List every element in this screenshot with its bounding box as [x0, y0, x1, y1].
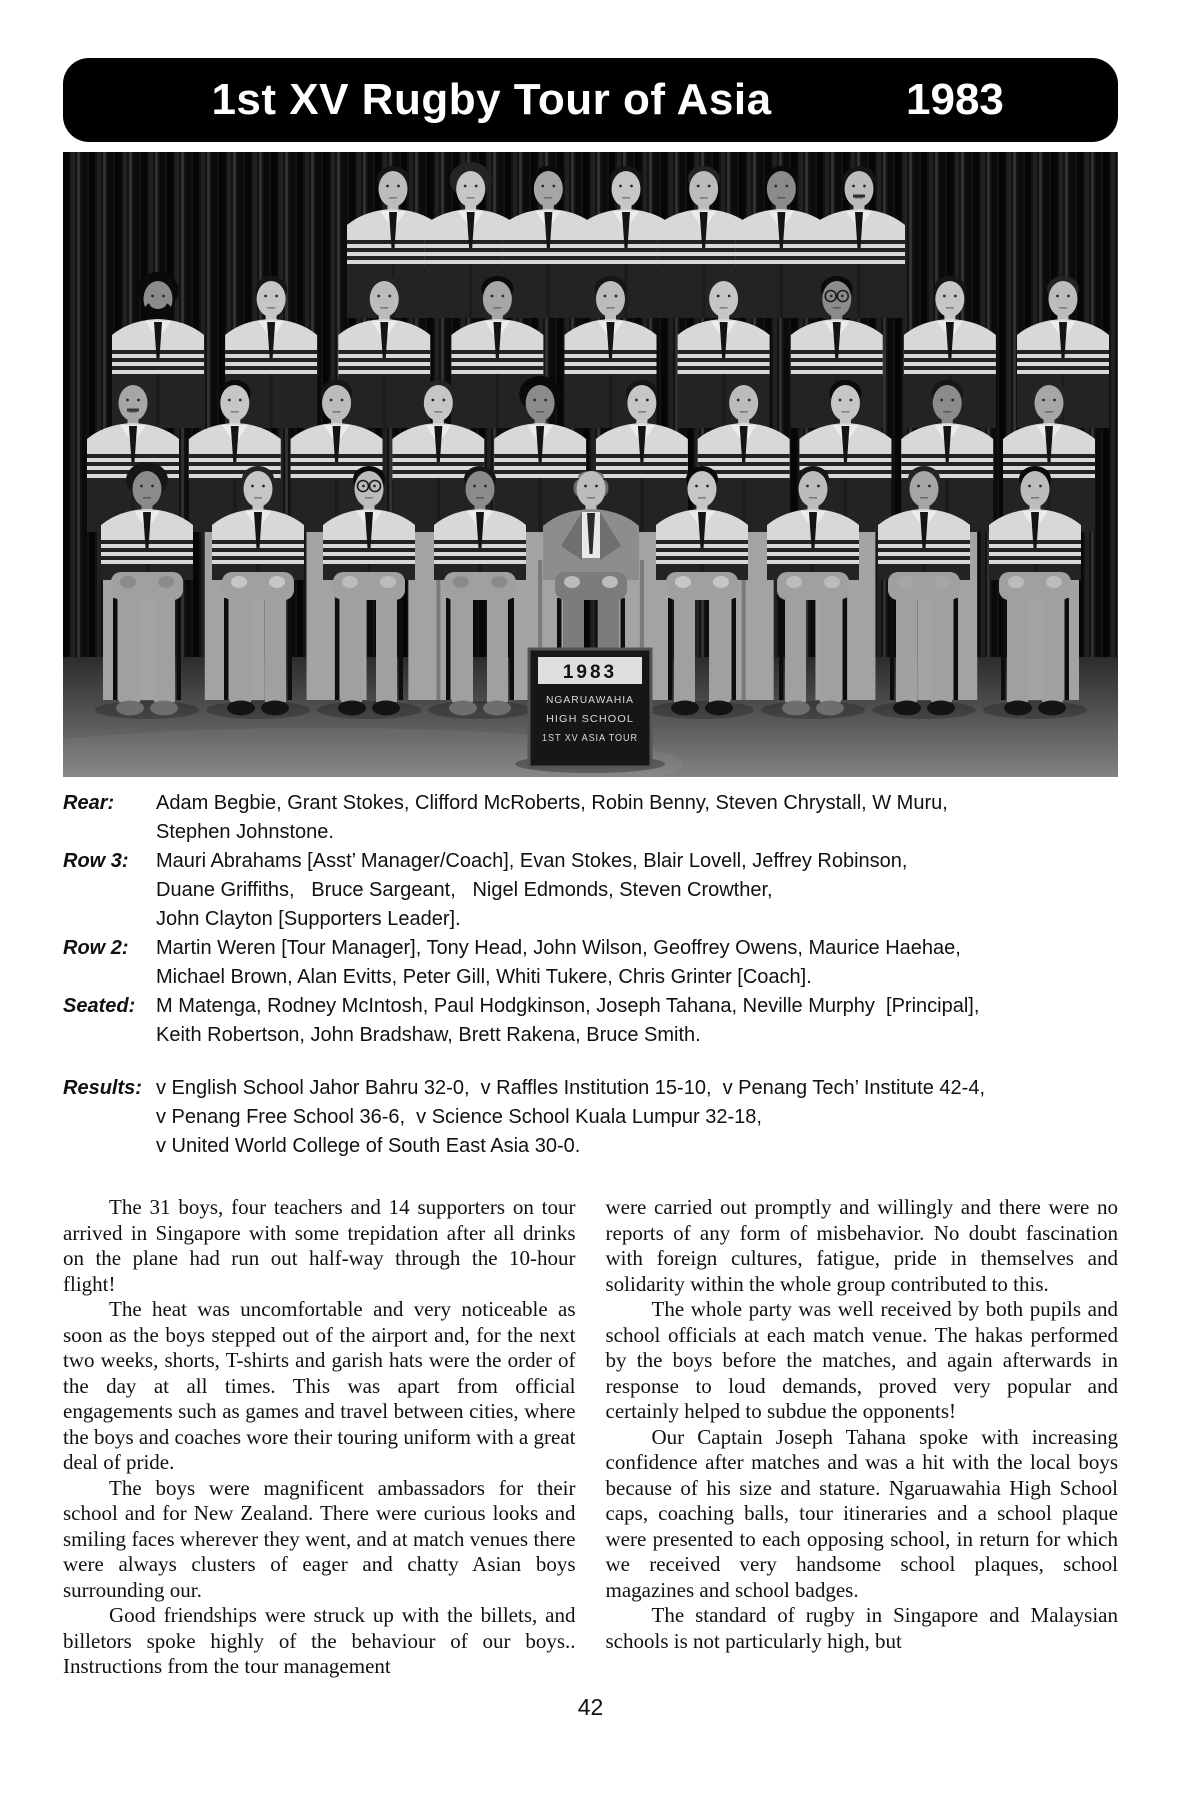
caption-line: Duane Griffiths, Bruce Sargeant, Nigel Edmonds, Steven Crowther,	[156, 879, 773, 901]
paragraph: The standard of rugby in Singapore and Malaysian schools is not particularly high, but	[605, 1603, 1118, 1653]
caption-text	[156, 789, 1118, 847]
paragraph: The whole party was well received by both pupils and school officials at each match venue. The hakas performed by the boys before the matches, and again afterwards in response to loud demands, proved very popular and certainly helped to subdue the opponents!	[605, 1297, 1118, 1423]
team-photo	[63, 152, 1118, 777]
caption-line: v English School Jahor Bahru 32-0, v Raffles Institution 15-10, v Penang Tech’ Institute 42-4,	[156, 1077, 986, 1099]
caption-line: v United World College of South East Asia 30-0.	[156, 1135, 581, 1157]
caption-text	[156, 992, 1118, 1050]
caption-label: Seated:	[63, 995, 136, 1017]
photo-sign-line: 1ST XV ASIA TOUR	[542, 733, 638, 744]
caption-line: John Clayton [Supporters Leader].	[156, 908, 461, 930]
photo-sign-line: HIGH SCHOOL	[546, 714, 634, 725]
caption-entry	[63, 992, 1118, 1050]
paragraph: The 31 boys, four teachers and 14 supporters on tour arrived in Singapore with some trepidation after all drinks on the plane had run out half-way through the 10-hour flight!	[63, 1195, 576, 1296]
body-column-left	[63, 1195, 576, 1680]
caption-label: Rear:	[63, 792, 115, 814]
banner-year: 1983	[906, 75, 1004, 124]
caption-label: Row 3:	[63, 850, 129, 872]
caption-line: Michael Brown, Alan Evitts, Peter Gill, Whiti Tukere, Chris Grinter [Coach].	[156, 966, 812, 988]
caption-line: Mauri Abrahams [Asst’ Manager/Coach], Evan Stokes, Blair Lovell, Jeffrey Robinson,	[156, 850, 908, 872]
team-photo-svg	[63, 152, 1118, 777]
caption-line: Martin Weren [Tour Manager], Tony Head, John Wilson, Geoffrey Owens, Maurice Haehae,	[156, 937, 961, 959]
photo-sign	[515, 649, 665, 773]
caption-entry	[63, 934, 1118, 992]
caption-line: M Matenga, Rodney McIntosh, Paul Hodgkinson, Joseph Tahana, Neville Murphy [Principal],	[156, 995, 980, 1017]
paragraph: were carried out promptly and willingly and there were no reports of any form of misbehavior. No doubt fascination with foreign cultures, fatigue, pride in themselves and solidarity within the whole group contributed to this.	[605, 1195, 1118, 1296]
caption-line: v Penang Free School 36-6, v Science School Kuala Lumpur 32-18,	[156, 1106, 762, 1128]
paragraph: The heat was uncomfortable and very noticeable as soon as the boys stepped out of the airport and, for the next two weeks, shorts, T-shirts and garish hats were the order of the day at all times. This was apart from official engagements such as games and travel between cities, where the boys and coaches wore their touring uniform with a great deal of pride.	[63, 1297, 576, 1474]
paragraph: Our Captain Joseph Tahana spoke with increasing confidence after matches and was a hit with the local boys because of his size and stature. Ngaruawahia High School caps, coaching balls, tour itineraries and a school plaque were presented to each opposing school, in return for which we received very handsome school plaques, school magazines and school badges.	[605, 1424, 1118, 1602]
photo-sign-year: 1983	[562, 662, 618, 683]
caption-entry	[63, 789, 1118, 847]
paragraph: Good friendships were struck up with the billets, and billetors spoke highly of the behaviour of our boys.. Instructions from the tour management	[63, 1603, 576, 1678]
caption-text	[156, 1074, 1118, 1161]
body-column-right	[606, 1195, 1119, 1680]
results-section	[63, 1074, 1118, 1161]
caption-label: Row 2:	[63, 937, 129, 959]
caption-text	[156, 847, 1118, 934]
caption-line: Keith Robertson, John Bradshaw, Brett Rakena, Bruce Smith.	[156, 1024, 701, 1046]
photo-sign-line: NGARUAWAHIA	[546, 695, 634, 706]
caption-entry	[63, 1074, 1118, 1161]
caption-line: Adam Begbie, Grant Stokes, Clifford McRoberts, Robin Benny, Steven Chrystall, W Muru,	[156, 792, 948, 814]
caption-label: Results:	[63, 1077, 142, 1099]
banner	[63, 58, 1118, 142]
paragraph: The boys were magnificent ambassadors for their school and for New Zealand. There were curious looks and smiling faces wherever they went, and at match venues there were always clusters of eager and chatty Asian boys surrounding our.	[63, 1475, 576, 1602]
caption-section	[63, 789, 1118, 1050]
caption-entry	[63, 847, 1118, 934]
page-number: 42	[577, 1693, 604, 1720]
page-title: 1st XV Rugby Tour of Asia	[211, 75, 772, 124]
caption-text	[156, 934, 1118, 992]
body-columns	[63, 1195, 1118, 1680]
caption-line: Stephen Johnstone.	[156, 821, 334, 843]
